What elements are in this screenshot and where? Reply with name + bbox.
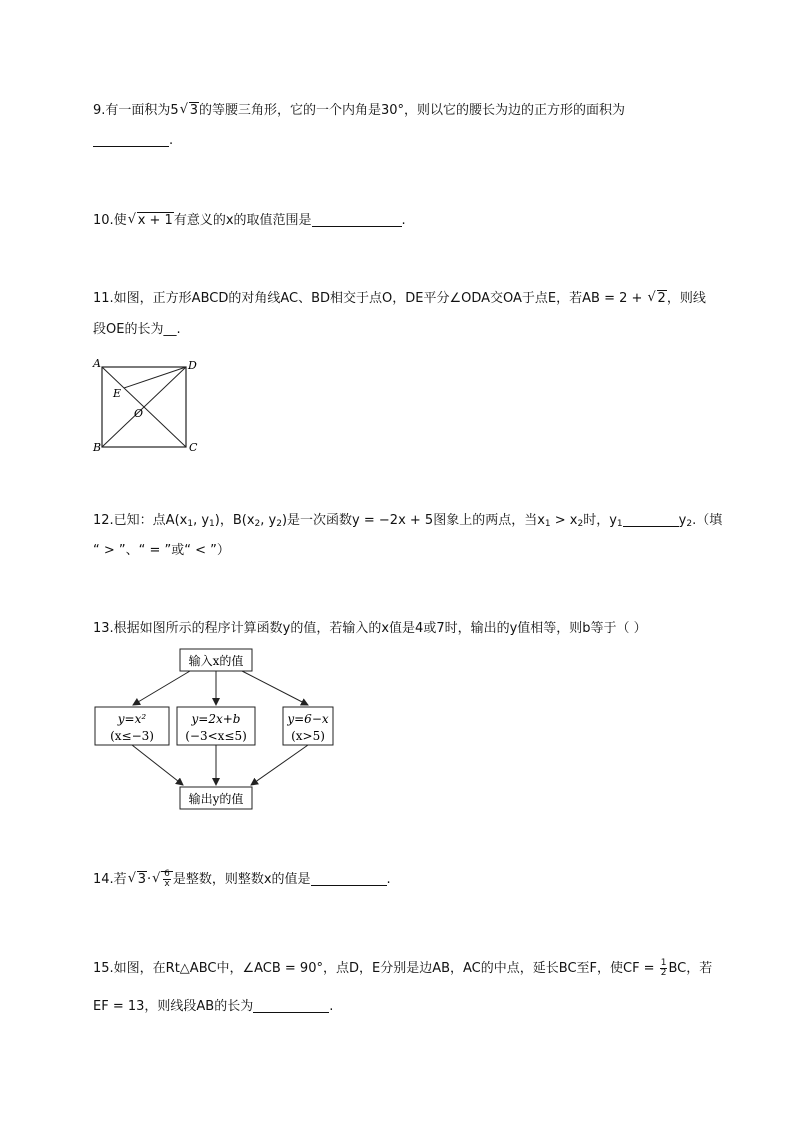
label-a: A bbox=[93, 357, 101, 370]
question-11-line-1: 11.如图，正方形ABCD的对角线AC、BD相交于点O，DE平分∠ODA交OA于点E，若AB = 2 + √ 2，则线 bbox=[93, 289, 706, 309]
question-12-line-1: 12.已知：点$A(x_1$, $y_1$)，$B(x_2$, $y_2$)是一次函数y = −2x + 5图象上的两点，当$x_1 > x_2$时，$y_1$ $y_2$.（填 bbox=[93, 513, 723, 529]
segment-de bbox=[124, 367, 186, 388]
question-13: 13.根据如图所示的程序计算函数y的值，若输入的x值是4或7时，输出的y值相等，则b等于（ ） bbox=[93, 621, 647, 636]
label-d: D bbox=[188, 359, 197, 372]
flow-arrow-6 bbox=[251, 745, 308, 785]
q15-fraction: $\frac{1}{2}$ bbox=[660, 958, 667, 978]
q14-fraction-radical bbox=[152, 870, 173, 890]
flow-box-1-range: (x≤−3) bbox=[110, 729, 154, 743]
q14-fraction: √ $\frac{6}{x}$ bbox=[164, 869, 170, 889]
q14-answer-blank[interactable] bbox=[311, 871, 387, 886]
flow-box-3-formula: y=6−x bbox=[287, 712, 329, 726]
q10-answer-blank[interactable] bbox=[312, 212, 402, 227]
q14-radical: √ 3 bbox=[128, 870, 147, 890]
flow-arrow-3 bbox=[242, 671, 308, 705]
question-11-line-2: 段OE的长为__. bbox=[93, 322, 181, 337]
question-15-line-2: EF = 13，则线段AB的长为 . bbox=[93, 999, 334, 1014]
q13-flowchart bbox=[85, 645, 345, 815]
flow-box-2-range: (−3<x≤5) bbox=[185, 729, 247, 743]
question-15-line-1: 15.如图，在Rt△ABC中，∠ACB = 90°，点D，E分别是边AB，AC的中点，延长BC至F，使CF = $\frac{1}{2}$ BC，若 bbox=[93, 958, 713, 978]
question-10: 10.使√ x + 1有意义的x的取值范围是 . bbox=[93, 211, 406, 231]
q15-answer-blank[interactable] bbox=[253, 998, 329, 1013]
flow-input-label: 输入x的值 bbox=[188, 654, 244, 668]
question-12-line-2: “ > ”、“ = ”或“ < ”） bbox=[93, 543, 230, 558]
flow-arrow-4 bbox=[132, 745, 183, 785]
q11-answer-blank[interactable]: __ bbox=[163, 322, 177, 337]
question-14: 14.若√ 3· √ $\frac{6}{x}$ 是整数，则整数x的值是 . bbox=[93, 870, 391, 890]
flow-arrow-1 bbox=[133, 671, 190, 705]
q9-text-pre: 9.有一面积为5 bbox=[93, 103, 179, 118]
q11-square-figure bbox=[90, 355, 200, 455]
label-b: B bbox=[93, 441, 102, 454]
flow-output-label: 输出y的值 bbox=[188, 792, 244, 806]
flow-box-3-range: (x>5) bbox=[291, 729, 325, 743]
q9-radical: √ 3 bbox=[180, 101, 199, 121]
q9-text-post: 的等腰三角形，它的一个内角是30°，则以它的腰长为边的正方形的面积为 bbox=[198, 103, 626, 118]
question-9-line-1 bbox=[93, 101, 625, 121]
q9-answer-blank[interactable] bbox=[93, 132, 169, 147]
label-e: E bbox=[113, 387, 122, 400]
flow-box-1-formula: y=x² bbox=[117, 712, 147, 726]
label-o: O bbox=[134, 407, 144, 420]
q12-answer-blank[interactable] bbox=[623, 512, 679, 527]
flow-box-2-formula: y=2x+b bbox=[191, 712, 241, 726]
q11-radical: √ 2 bbox=[648, 289, 667, 309]
label-c: C bbox=[189, 441, 198, 454]
q10-radical: √ x + 1 bbox=[128, 211, 174, 231]
question-9-line-2: . bbox=[93, 131, 173, 151]
